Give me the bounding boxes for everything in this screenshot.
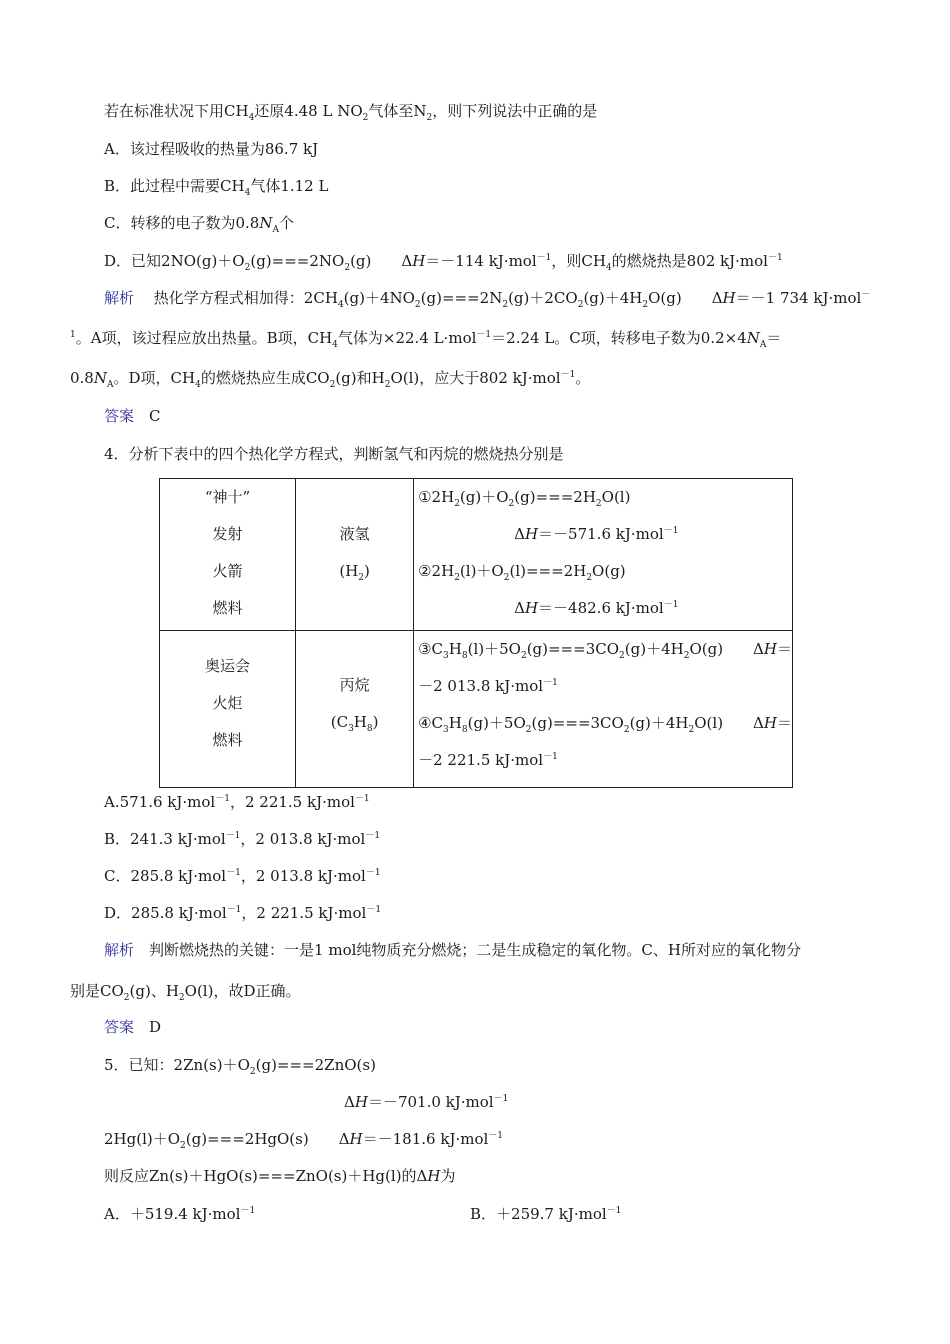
q5-stem: 5．已知：$2Zn(s)+O_2(g)===2ZnO(s)$ [104, 1056, 376, 1077]
q3-option-b: B．此过程中需要$CH_4$气体1.12 L [104, 177, 329, 198]
analysis-label: 解析 [104, 289, 135, 307]
fuel-table [159, 478, 793, 788]
q5-option-a: A．＋519.4 kJ·mol$^{-1}$ [104, 1205, 256, 1223]
table-row2-label: 奥运会 火炬 燃料 [160, 631, 296, 788]
table-row2-fuel: 丙烷 $(C_3H_8)$ [296, 631, 414, 788]
q5-question: 则反应Zn(s)＋HgO(s)===ZnO(s)＋Hg(l)的ΔH为 [104, 1167, 456, 1185]
q4-option-c: C．285.8 kJ·mol$^{-1}$，2 013.8 kJ·mol$^{-1}$ [104, 867, 381, 885]
table-row1-equations: $①2H_2(g)+O_2(g)===2H_2O(l)$ ΔH＝－571.6 kJ·mol$^{-1}$ $②2H_2(l)+O_2(l)===2H_2O(g)$ ΔH＝－482.6 kJ·mol$^{-1}$ [414, 479, 793, 631]
analysis-label: 解析 [104, 941, 135, 959]
q4-stem: 4．分析下表中的四个热化学方程式，判断氢气和丙烷的燃烧热分别是 [104, 445, 564, 463]
q4-option-b: B．241.3 kJ·mol$^{-1}$，2 013.8 kJ·mol$^{-1}$ [104, 830, 381, 848]
q3-option-c: C．转移的电子数为$0.8N_A$个 [104, 214, 294, 235]
q4-answer: 答案 D [104, 1018, 162, 1036]
table-row2-equations: $③C_3H_8(l)+5O_2(g)===3CO_2(g)+4H_2O(g)$ ΔH＝ －2 013.8 kJ·mol$^{-1}$ $④C_3H_8(g)+5O_2(g)===3CO_2(g)+4H_2O(l)$ ΔH＝ －2 221.5 kJ·mol$^{-1}$ [414, 631, 793, 788]
table-row1-label: “神十” 发射 火箭 燃料 [160, 479, 296, 631]
q3-option-a: A．该过程吸收的热量为86.7 kJ [104, 140, 319, 158]
answer-label: 答案 [104, 407, 135, 425]
q5-option-b: B．＋259.7 kJ·mol$^{-1}$ [470, 1205, 622, 1223]
q4-option-a: A.571.6 kJ·mol$^{-1}$，2 221.5 kJ·mol$^{-1}$ [104, 793, 370, 811]
q3-analysis-line1: 解析 热化学方程式相加得：$2CH_4(g)+4NO_2(g)===2N_2(g)+2CO_2(g)+4H_2O(g)$ ΔH＝－1 734 kJ·mol－ [104, 289, 871, 310]
q4-analysis-line2: 别是$CO_2(g)$、$H_2O(l)$，故D正确。 [70, 982, 301, 1003]
q3-answer: 答案 C [104, 407, 161, 425]
q5-dh1: ΔH＝－701.0 kJ·mol$^{-1}$ [344, 1093, 509, 1111]
q5-eq2: $2Hg(l)+O_2(g)===2HgO(s)$ ΔH＝－181.6 kJ·mol$^{-1}$ [104, 1130, 504, 1151]
q4-analysis-line1: 解析 判断燃烧热的关键：一是1 mol纯物质充分燃烧；二是生成稳定的氧化物。C、H所对应的氧化物分 [104, 941, 801, 959]
q3-analysis-line3: $0.8N_A$。D项，$CH_4$的燃烧热应生成$CO_2(g)$和$H_2O(l)$，应大于802 kJ·mol$^{-1}$。 [70, 369, 591, 390]
q3-stem: 若在标准状况下用$CH_4$还原4.48 L $NO_2$气体至$N_2$，则下列说法中正确的是 [104, 102, 598, 123]
q3-option-d: D．已知$2NO(g)+O_2(g)===2NO_2(g)$ ΔH＝－114 kJ·mol$^{-1}$，则$CH_4$的燃烧热是802 kJ·mol$^{-1}$ [104, 252, 783, 273]
q4-option-d: D．285.8 kJ·mol$^{-1}$，2 221.5 kJ·mol$^{-1}$ [104, 904, 382, 922]
q3-analysis-line2: $^1$。A项，该过程应放出热量。B项，$CH_4$气体为×22.4 L·mol$^{-1}$＝2.24 L。C项，转移电子数为$0.2\times 4N_A=$ [70, 329, 782, 350]
table-row1-fuel: 液氢 $(H_2)$ [296, 479, 414, 631]
answer-label: 答案 [104, 1018, 135, 1036]
